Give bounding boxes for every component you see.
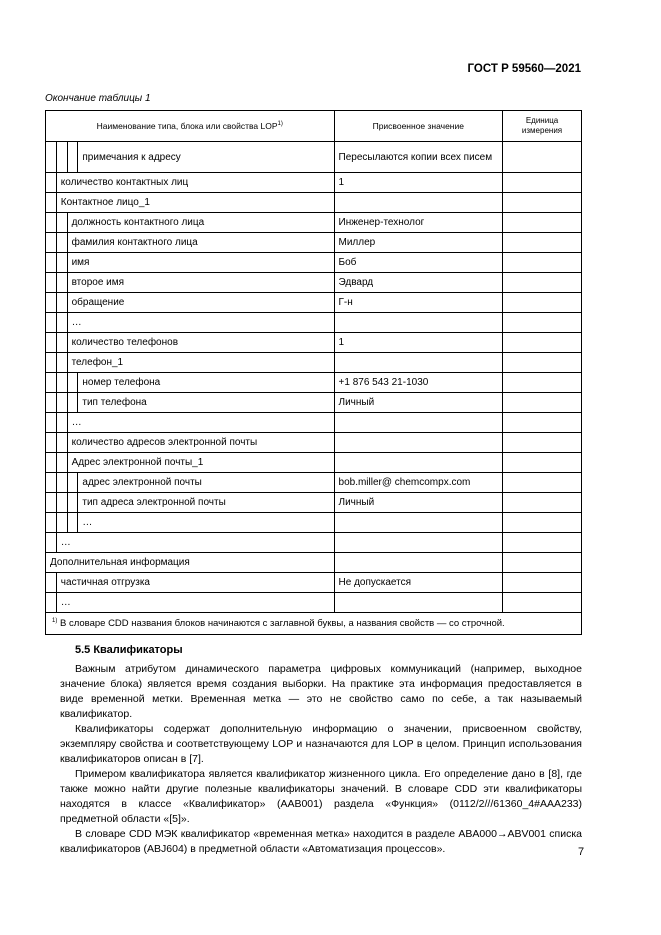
table-row [46, 293, 582, 313]
table-row [46, 353, 582, 373]
paragraph: Важным атрибутом динамического параметра цифровых коммуникаций (например, выходное значение блока) является время создания выборки. На практике эта информация предоставляется в виде временной метки. Временная метка — это не свойство само по себе, а так называемый квалификатор. [60, 663, 582, 720]
table-row [46, 393, 582, 413]
row-unit-cell [503, 593, 582, 613]
page-number: 7 [578, 846, 585, 858]
indent-cell [46, 413, 57, 433]
row-value-cell: Личный [334, 493, 503, 513]
row-value-cell [334, 513, 503, 533]
row-name-cell: Дополнительная информация [46, 553, 335, 573]
row-value-cell: Г-н [334, 293, 503, 313]
indent-cell [56, 493, 67, 513]
row-value-cell: 1 [334, 333, 503, 353]
row-value-cell [334, 553, 503, 573]
table-row [46, 313, 582, 333]
indent-cell [56, 333, 67, 353]
indent-cell [46, 453, 57, 473]
indent-cell [46, 593, 57, 613]
row-unit-cell [503, 353, 582, 373]
indent-cell [46, 373, 57, 393]
row-unit-cell [503, 453, 582, 473]
indent-cell [46, 393, 57, 413]
row-name-cell: … [56, 533, 334, 553]
row-value-cell: Инженер-технолог [334, 213, 503, 233]
indent-cell [46, 193, 57, 213]
table-row [46, 193, 582, 213]
indent-cell [67, 493, 78, 513]
indent-cell [56, 313, 67, 333]
indent-cell [67, 473, 78, 493]
row-name-cell: … [67, 413, 334, 433]
indent-cell [46, 173, 57, 193]
row-name-cell: тип телефона [78, 393, 334, 413]
row-unit-cell [503, 393, 582, 413]
row-name-cell: Адрес электронной почты_1 [67, 453, 334, 473]
row-unit-cell [503, 213, 582, 233]
row-unit-cell [503, 413, 582, 433]
row-unit-cell [503, 533, 582, 553]
indent-cell [56, 293, 67, 313]
table-row [46, 173, 582, 193]
indent-cell [56, 353, 67, 373]
row-unit-cell [503, 273, 582, 293]
row-name-cell: … [78, 513, 334, 533]
indent-cell [46, 513, 57, 533]
indent-cell [56, 142, 67, 173]
row-name-cell: … [56, 593, 334, 613]
indent-cell [67, 142, 78, 173]
table-caption: Окончание таблицы 1 [45, 93, 151, 104]
indent-cell [56, 473, 67, 493]
row-value-cell [334, 453, 503, 473]
row-value-cell [334, 193, 503, 213]
row-value-cell [334, 433, 503, 453]
row-value-cell: Боб [334, 253, 503, 273]
row-value-cell [334, 533, 503, 553]
row-value-cell [334, 413, 503, 433]
row-name-cell: Контактное лицо_1 [56, 193, 334, 213]
row-unit-cell [503, 373, 582, 393]
table-header-row [46, 111, 582, 142]
table-row [46, 373, 582, 393]
indent-cell [46, 333, 57, 353]
indent-cell [56, 513, 67, 533]
row-unit-cell [503, 313, 582, 333]
row-name-cell: частичная отгрузка [56, 573, 334, 593]
section-title: 5.5 Квалификаторы [75, 644, 183, 656]
row-name-cell: номер телефона [78, 373, 334, 393]
paragraph: Квалификаторы содержат дополнительную информацию о значении, присвоенном свойству, экземпляру свойства и соответствующему LOP и назначаются для LOP в целом. Принцип использования квалификаторов описан в [7]. [60, 723, 582, 765]
indent-cell [56, 213, 67, 233]
row-value-cell: Эдвард [334, 273, 503, 293]
table-row [46, 513, 582, 533]
indent-cell [46, 433, 57, 453]
row-unit-cell [503, 493, 582, 513]
row-value-cell: 1 [334, 173, 503, 193]
row-name-cell: тип адреса электронной почты [78, 493, 334, 513]
row-name-cell: имя [67, 253, 334, 273]
row-value-cell: Пересылаются копии всех писем [334, 142, 503, 173]
indent-cell [46, 573, 57, 593]
row-unit-cell [503, 253, 582, 273]
properties-table [45, 110, 582, 635]
table-row [46, 493, 582, 513]
table-row [46, 533, 582, 553]
row-unit-cell [503, 433, 582, 453]
indent-cell [56, 253, 67, 273]
row-name-cell: количество контактных лиц [56, 173, 334, 193]
row-unit-cell [503, 333, 582, 353]
indent-cell [56, 393, 67, 413]
row-unit-cell [503, 233, 582, 253]
indent-cell [56, 233, 67, 253]
row-name-cell: … [67, 313, 334, 333]
indent-cell [67, 393, 78, 413]
table-row [46, 573, 582, 593]
table-row [46, 473, 582, 493]
indent-cell [56, 413, 67, 433]
table-row [46, 273, 582, 293]
indent-cell [56, 373, 67, 393]
indent-cell [46, 253, 57, 273]
indent-cell [56, 453, 67, 473]
table-row [46, 233, 582, 253]
row-value-cell: Личный [334, 393, 503, 413]
header-unit-cell: Единица измерения [503, 111, 582, 142]
standard-number: ГОСТ Р 59560—2021 [467, 63, 581, 75]
row-value-cell [334, 353, 503, 373]
indent-cell [46, 293, 57, 313]
indent-cell [46, 533, 57, 553]
indent-cell [46, 353, 57, 373]
row-unit-cell [503, 173, 582, 193]
indent-cell [46, 213, 57, 233]
row-unit-cell [503, 473, 582, 493]
indent-cell [56, 433, 67, 453]
table-row [46, 333, 582, 353]
table-row [46, 453, 582, 473]
table-row [46, 593, 582, 613]
row-name-cell: примечания к адресу [78, 142, 334, 173]
row-name-cell: адрес электронной почты [78, 473, 334, 493]
header-name-cell: Наименование типа, блока или свойства LOP$^{1)}$ [46, 111, 335, 142]
header-value-cell: Присвоенное значение [334, 111, 503, 142]
indent-cell [46, 273, 57, 293]
row-unit-cell [503, 142, 582, 173]
row-unit-cell [503, 513, 582, 533]
paragraph: В словаре CDD МЭК квалификатор «временная метка» находится в разделе ABA000→ABV001 списка квалификаторов (ABJ604) в предметной области «Автоматизация процессов». [60, 828, 582, 855]
row-value-cell: bob.miller@ chemcompx.com [334, 473, 503, 493]
indent-cell [67, 373, 78, 393]
table-footnote-row [46, 613, 582, 635]
row-name-cell: количество адресов электронной почты [67, 433, 334, 453]
row-value-cell: Миллер [334, 233, 503, 253]
row-value-cell: +1 876 543 21-1030 [334, 373, 503, 393]
table-row [46, 553, 582, 573]
paragraph: Примером квалификатора является квалификатор жизненного цикла. Его определение дано в [8], где также можно найти другие полезные квалификаторы значений. В словаре CDD эти квалификаторы находятся в классе «Квалификатор» (AAB001) раздела «Функция» (0112/2///61360_4#AAA233) предметной области «[5]». [60, 768, 582, 825]
indent-cell [46, 493, 57, 513]
row-name-cell: обращение [67, 293, 334, 313]
indent-cell [46, 233, 57, 253]
row-unit-cell [503, 573, 582, 593]
section-body [60, 662, 585, 858]
table-row [46, 213, 582, 233]
row-unit-cell [503, 553, 582, 573]
indent-cell [46, 473, 57, 493]
row-value-cell: Не допускается [334, 573, 503, 593]
table-row [46, 433, 582, 453]
row-name-cell: второе имя [67, 273, 334, 293]
indent-cell [56, 273, 67, 293]
indent-cell [46, 313, 57, 333]
row-name-cell: фамилия контактного лица [67, 233, 334, 253]
row-unit-cell [503, 193, 582, 213]
row-name-cell: должность контактного лица [67, 213, 334, 233]
row-value-cell [334, 593, 503, 613]
row-name-cell: количество телефонов [67, 333, 334, 353]
row-unit-cell [503, 293, 582, 313]
table-row [46, 413, 582, 433]
table-row [46, 253, 582, 273]
indent-cell [46, 142, 57, 173]
indent-cell [67, 513, 78, 533]
table-row [46, 142, 582, 173]
row-value-cell [334, 313, 503, 333]
row-name-cell: телефон_1 [67, 353, 334, 373]
table-footnote: $^{1)}$ В словаре CDD названия блоков начинаются с заглавной буквы, а названия свойств — со строчной. [46, 613, 582, 635]
